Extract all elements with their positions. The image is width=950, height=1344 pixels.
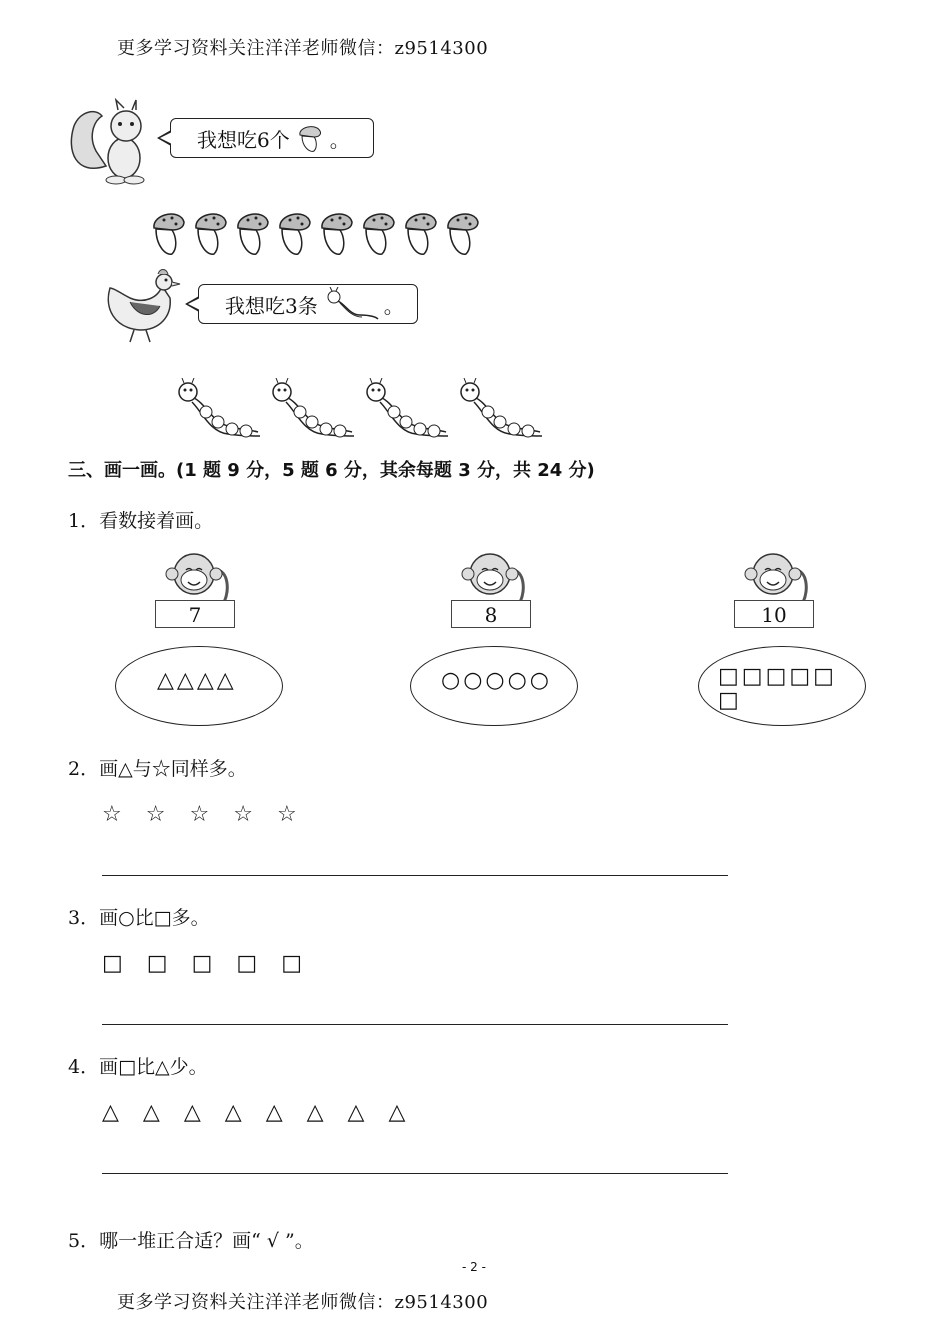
shape-row: ○○○○○	[441, 668, 552, 693]
star-symbol: ☆	[189, 802, 210, 827]
acorn-row	[150, 208, 480, 258]
chicken-bubble-end: 。	[383, 293, 404, 318]
square-symbol: □	[146, 951, 168, 976]
square-symbol: □	[191, 951, 213, 976]
caterpillar-icon	[326, 287, 380, 321]
chicken-bubble-text: 我想吃3条	[225, 293, 318, 318]
squirrel-illustration	[66, 96, 150, 186]
acorn-icon	[296, 123, 324, 153]
number-card: 10	[734, 600, 814, 628]
acorn-icon	[402, 208, 438, 258]
chicken-speech-bubble	[198, 284, 418, 324]
shape-row: □□□□□	[718, 664, 837, 689]
triangle-symbol: △	[183, 1100, 201, 1125]
acorn-icon	[360, 208, 396, 258]
shape-row: △△△△	[157, 668, 237, 693]
triangle-row	[102, 1100, 405, 1125]
square-symbol: □	[236, 951, 258, 976]
square-symbol: □	[102, 951, 123, 976]
star-row	[102, 802, 297, 827]
section-title: 三、画一画。(1 题 9 分，5 题 6 分，其余每题 3 分，共 24 分)	[68, 460, 595, 481]
triangle-symbol: △	[142, 1100, 160, 1125]
page-number: - 2 -	[462, 1260, 486, 1274]
square-symbol: □	[281, 951, 302, 976]
square-row	[102, 951, 302, 976]
chicken-illustration	[100, 268, 184, 346]
question-2-label: 2．画△与☆同样多。	[68, 758, 247, 780]
question-1-label: 1．看数接着画。	[68, 510, 214, 532]
question-3-label: 3．画○比□多。	[68, 907, 210, 929]
acorn-icon	[276, 208, 312, 258]
squirrel-speech-bubble	[170, 118, 374, 158]
caterpillar-icon	[364, 378, 450, 438]
caterpillar-row	[176, 378, 544, 438]
triangle-symbol: △	[306, 1100, 324, 1125]
answer-line[interactable]	[102, 1024, 728, 1025]
answer-line[interactable]	[102, 1173, 728, 1174]
acorn-icon	[192, 208, 228, 258]
squirrel-bubble-end: 。	[329, 127, 350, 152]
answer-line[interactable]	[102, 875, 728, 876]
triangle-symbol: △	[347, 1100, 365, 1125]
caterpillar-icon	[176, 378, 262, 438]
number-card: 8	[451, 600, 531, 628]
page-header: 更多学习资料关注洋洋老师微信：z9514300	[117, 38, 489, 59]
caterpillar-icon	[458, 378, 544, 438]
monkey-icon	[454, 550, 534, 602]
question-4-label: 4．画□比△少。	[68, 1056, 208, 1078]
triangle-symbol: △	[224, 1100, 242, 1125]
squirrel-bubble-text: 我想吃6个	[197, 127, 290, 152]
question-5-label: 5．哪一堆正合适？画“ √ ”。	[68, 1230, 314, 1252]
triangle-symbol: △	[388, 1100, 406, 1125]
star-symbol: ☆	[145, 802, 166, 827]
triangle-symbol: △	[265, 1100, 283, 1125]
triangle-symbol: △	[102, 1100, 119, 1125]
caterpillar-icon	[270, 378, 356, 438]
acorn-icon	[150, 208, 186, 258]
monkey-icon	[737, 550, 817, 602]
acorn-icon	[318, 208, 354, 258]
monkey-icon	[158, 550, 238, 602]
acorn-icon	[234, 208, 270, 258]
star-symbol: ☆	[102, 802, 122, 827]
number-card: 7	[155, 600, 235, 628]
shape-row: □	[718, 688, 742, 713]
star-symbol: ☆	[276, 802, 297, 827]
star-symbol: ☆	[233, 802, 253, 827]
acorn-icon	[444, 208, 480, 258]
page-footer: 更多学习资料关注洋洋老师微信：z9514300	[117, 1292, 489, 1313]
